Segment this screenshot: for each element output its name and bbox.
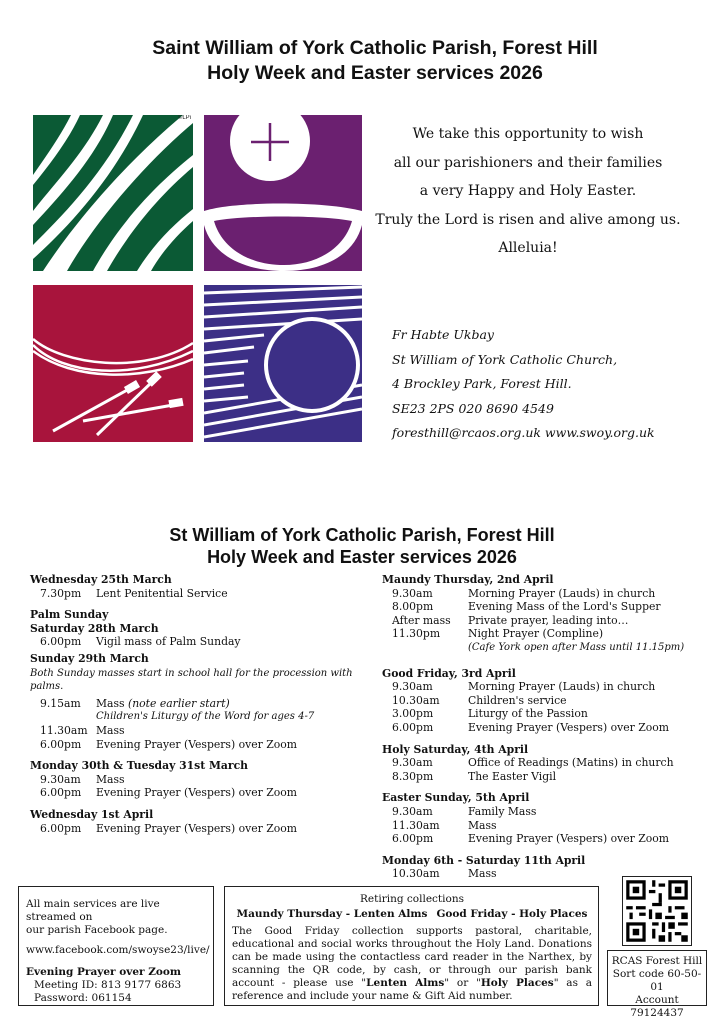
service-row: Children's Liturgy of the Word for ages 4-7 — [96, 711, 315, 723]
email-web: foresthill@rcaos.org.uk www.swoy.org.uk — [392, 425, 655, 440]
thorns-tile — [33, 285, 193, 442]
zoom-title: Evening Prayer over Zoom — [26, 966, 181, 978]
day-heading: Monday 30th & Tuesday 31st March — [30, 759, 249, 773]
greeting-line: a very Happy and Holy Easter. — [419, 183, 637, 199]
crown-of-thorns-icon — [33, 285, 193, 442]
service-row: 6.00pm Evening Prayer (Vespers) over Zoom — [40, 737, 297, 751]
friday-collection: Good Friday - Holy Places — [436, 908, 588, 920]
service-row: 9.30am Office of Readings (Matins) in church — [392, 756, 674, 770]
schedule-title-line-2: Holy Week and Easter services 2026 — [207, 547, 517, 567]
artwork-credit: ©LPi — [177, 115, 191, 121]
empty-tomb-icon — [204, 285, 362, 442]
service-row: 9.30am Morning Prayer (Lauds) in church — [392, 680, 656, 694]
day-heading: Wednesday 1st April — [30, 807, 154, 821]
street-address: 4 Brockley Park, Forest Hill. — [392, 376, 572, 391]
service-row: 9.15am Mass (note earlier start) — [40, 696, 230, 710]
service-row: 6.00pm Evening Prayer (Vespers) over Zoom — [40, 786, 297, 800]
service-row: 9.30am Morning Prayer (Lauds) in church — [392, 586, 656, 600]
service-row: 11.30pm Night Prayer (Compline) — [392, 627, 604, 641]
day-heading: Easter Sunday, 5th April — [382, 791, 530, 805]
service-row: After mass Private prayer, leading into… — [392, 613, 629, 627]
day-heading: Saturday 28th March — [30, 621, 159, 635]
day-heading: Good Friday, 3rd April — [382, 666, 516, 680]
priest-name: Fr Habte Ukbay — [392, 327, 494, 342]
schedule-left-column — [30, 573, 360, 835]
parish-address — [392, 323, 712, 446]
service-row: 3.00pm Liturgy of the Passion — [392, 707, 588, 721]
greeting-line: all our parishioners and their families — [393, 154, 663, 171]
account-number: Account 79124437 — [630, 994, 684, 1019]
postcode-phone: SE23 2PS 020 8690 4549 — [392, 400, 554, 416]
day-heading: Sunday 29th March — [30, 651, 149, 665]
service-row: 7.30pm Lent Penitential Service — [40, 586, 228, 600]
service-row: 11.30am Mass — [392, 818, 497, 832]
service-row: 6.00pm Vigil mass of Palm Sunday — [40, 635, 241, 649]
greeting-line: Truly the Lord is risen and alive among us. — [375, 211, 681, 228]
day-heading: Palm Sunday — [30, 608, 109, 622]
bank-name: RCAS Forest Hill — [611, 955, 703, 967]
easter-greeting — [372, 120, 684, 263]
schedule-title — [0, 524, 724, 568]
title-line-1: Saint William of York Catholic Parish, Forest Hill — [152, 37, 598, 59]
stream-text: All main services are live streamed on — [26, 898, 160, 923]
service-row: 6.00pm Evening Prayer (Vespers) over Zoom — [392, 832, 669, 846]
service-row: 6.00pm Evening Prayer (Vespers) over Zoom — [40, 821, 297, 835]
chalice-tile — [204, 115, 362, 271]
schedule-right-column — [382, 573, 712, 881]
service-row: 8.00pm Evening Mass of the Lord's Supper — [392, 600, 661, 614]
service-row: 6.00pm Evening Prayer (Vespers) over Zoom — [392, 720, 669, 734]
stream-text: our parish Facebook page. — [26, 924, 168, 936]
collections-body: The Good Friday collection supports pastoral, charitable, educational and social works throughout the Holy Land. Donations can be made using the contactless card reader in the Narthex, by scanning the QR code, by cash, or through our parish bank account - please use "Lenten Alms" or "Holy Places" as a reference and include your name & Gift Aid number. — [232, 925, 593, 1002]
title-line-2: Holy Week and Easter services 2026 — [207, 62, 543, 84]
tomb-tile — [204, 285, 362, 442]
service-row: 8.30pm The Easter Vigil — [392, 769, 557, 783]
chalice-host-icon — [204, 115, 362, 271]
day-heading: Maundy Thursday, 2nd April — [382, 573, 554, 586]
zoom-password: Password: 061154 — [34, 992, 132, 1004]
page-title — [80, 36, 670, 86]
greeting-line: Alleluia! — [498, 240, 558, 256]
service-row: (Cafe York open after Mass until 11.15pm) — [468, 641, 685, 653]
palm-leaf-icon — [33, 115, 193, 271]
day-heading: Holy Saturday, 4th April — [382, 742, 529, 756]
palm-note: Both Sunday masses start in school hall for the procession with palms. — [30, 667, 353, 693]
collections-title: Retiring collections — [360, 893, 464, 905]
collections-row — [232, 908, 592, 921]
day-heading: Wednesday 25th March — [30, 573, 172, 586]
facebook-link[interactable]: www.facebook.com/swoyse23/live/ — [26, 944, 210, 956]
sort-code: Sort code 60-50-01 — [612, 968, 702, 993]
livestream-box — [18, 886, 214, 1006]
service-row: 9.30am Mass — [40, 772, 125, 786]
qr-code-icon[interactable] — [622, 876, 692, 946]
day-heading: Monday 6th - Saturday 11th April — [382, 853, 586, 867]
palm-tile — [33, 115, 193, 271]
church-name: St William of York Catholic Church, — [392, 351, 618, 367]
qr-code-pattern — [623, 877, 691, 945]
zoom-meeting-id: Meeting ID: 813 9177 6863 — [34, 979, 182, 991]
thursday-collection: Maundy Thursday - Lenten Alms — [236, 908, 428, 920]
schedule-title-line-1: St William of York Catholic Parish, Forest Hill — [169, 525, 555, 545]
service-row: 9.30am Family Mass — [392, 804, 537, 818]
service-row: 10.30am Children's service — [392, 693, 567, 707]
bank-details-box — [607, 950, 707, 1019]
service-row: 10.30am Mass — [392, 867, 497, 881]
collections-box — [224, 886, 599, 1006]
greeting-line: We take this opportunity to wish — [412, 126, 644, 142]
service-row: 11.30am Mass — [40, 723, 125, 737]
